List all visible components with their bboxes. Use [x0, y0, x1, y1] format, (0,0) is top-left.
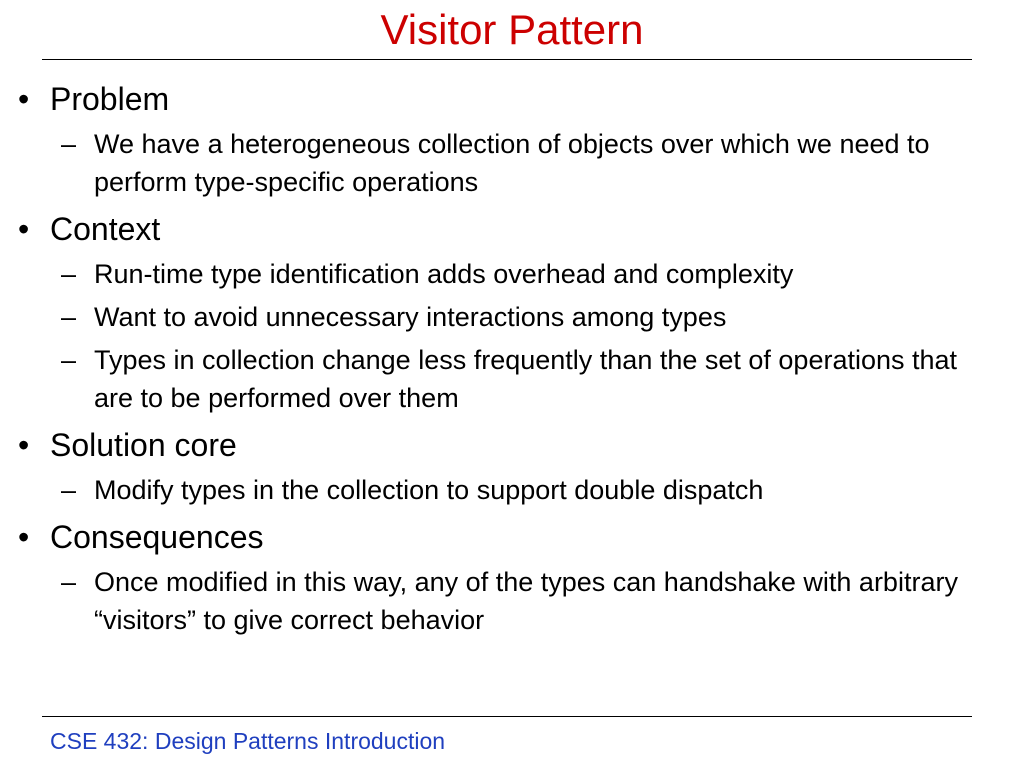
footer-divider	[42, 716, 972, 717]
bullet-heading: Problem	[50, 81, 170, 117]
bullet-heading: Context	[50, 211, 161, 247]
slide-title: Visitor Pattern	[380, 6, 644, 53]
sub-item-text: Types in collection change less frequently than the set of operations that are to be performed over them	[94, 345, 958, 413]
sub-item	[0, 125, 1024, 201]
bullet-heading: Solution core	[50, 427, 237, 463]
sub-item-text: We have a heterogeneous collection of objects over which we need to perform type-specific operations	[94, 129, 930, 197]
bullet-dot-icon: •	[18, 211, 30, 247]
sub-item	[0, 255, 1024, 293]
sub-item	[0, 471, 1024, 509]
sub-item	[0, 298, 1024, 336]
dash-icon: –	[61, 567, 77, 597]
sub-item-text: Modify types in the collection to support double dispatch	[94, 475, 764, 505]
sub-list	[0, 563, 1024, 639]
slide-footer: CSE 432: Design Patterns Introduction	[50, 728, 446, 754]
bullet-heading: Consequences	[50, 519, 264, 555]
sub-item	[0, 341, 1024, 417]
dash-icon: –	[61, 302, 77, 332]
sub-item	[0, 563, 1024, 639]
sub-list	[0, 471, 1024, 509]
dash-icon: –	[61, 129, 77, 159]
bullet-dot-icon: •	[18, 519, 30, 555]
slide-content	[0, 79, 1024, 647]
dash-icon: –	[61, 475, 77, 505]
dash-icon: –	[61, 259, 77, 289]
sub-item-text: Once modified in this way, any of the types can handshake with arbitrary “visitors” to give correct behavior	[94, 567, 958, 635]
sub-item-text: Want to avoid unnecessary interactions among types	[94, 302, 727, 332]
sub-item-text: Run-time type identification adds overhead and complexity	[94, 259, 794, 289]
bullet-problem	[0, 79, 1024, 201]
bullet-context	[0, 209, 1024, 417]
sub-list	[0, 125, 1024, 201]
title-divider	[42, 59, 972, 60]
sub-list	[0, 255, 1024, 417]
bullet-dot-icon: •	[18, 81, 30, 117]
bullet-dot-icon: •	[18, 427, 30, 463]
bullet-consequences	[0, 517, 1024, 639]
bullet-solution-core	[0, 425, 1024, 509]
dash-icon: –	[61, 345, 77, 375]
